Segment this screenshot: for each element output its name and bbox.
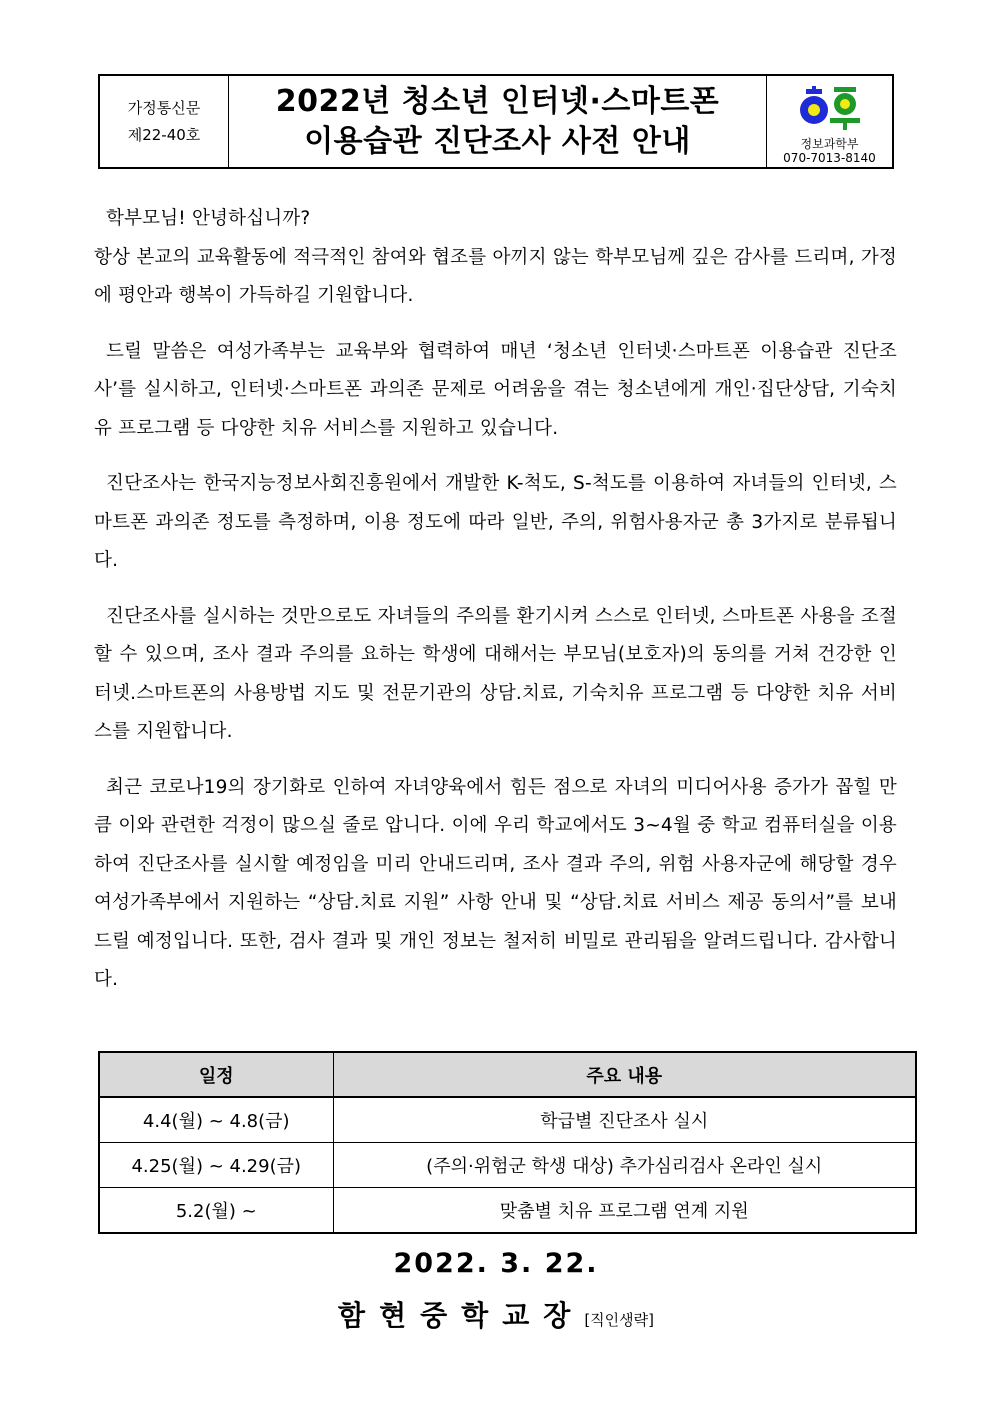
seal-note: [직인생략] [584,1311,654,1329]
schedule-content: 맞춤별 치유 프로그램 연계 지원 [333,1188,916,1234]
table-row [99,1188,916,1234]
dept-info [766,76,892,167]
header-box [98,74,894,169]
table-header-row [99,1052,916,1097]
paragraph-1: 항상 본교의 교육활동에 적극적인 참여와 협조를 아끼지 않는 학부모님께 깊은 감사를 드리며, 가정에 평안과 행복이 가득하길 기원합니다. [94,246,897,306]
title-line-1: 2022년 청소년 인터넷·스마트폰 [275,83,720,119]
greeting: 학부모님! 안녕하십니까? [106,208,311,229]
signature-line [0,1294,992,1334]
paragraph-5: 최근 코로나19의 장기화로 인하여 자녀양육에서 힘든 점으로 자녀의 미디어사용 증가가 꼽힐 만큼 이와 관련한 걱정이 많으실 줄로 압니다. 이에 우리 학교에서도 3~4월 중 학교 컴퓨터실을 이용하여 진단조사를 실시할 예정임을 미리 안내드리며, 조사 결과 주의, 위험 사용자군에 해당할 경우 여성가족부에서 지원하는 “상담.치료 지원” 사항 안내 및 “상담.치료 서비스 제공 동의서”를 보내드릴 예정입니다. 또한, 검사 결과 및 개인 정보는 철저히 비밀로 관리됨을 알려드립니다. 감사합니다. [94,776,897,990]
schedule-content: 학급별 진단조사 실시 [333,1097,916,1143]
school-logo-icon [798,85,862,131]
doc-info [100,76,229,167]
title-line-2: 이용습관 진단조사 사전 안내 [304,123,691,159]
table-row [99,1097,916,1143]
page-title [229,76,766,167]
schedule-date: 5.2(월) ~ [99,1188,333,1234]
letter-body [94,200,897,1017]
doc-number: 제22-40호 [127,125,201,144]
table-row [99,1143,916,1188]
signer-name: 함현중학교장 [338,1299,585,1332]
issue-date: 2022. 3. 22. [393,1248,599,1279]
dept-name: 정보과학부 [800,137,859,151]
schedule-date: 4.4(월) ~ 4.8(금) [99,1097,333,1143]
paragraph-4: 진단조사를 실시하는 것만으로도 자녀들의 주의를 환기시켜 스스로 인터넷, 스마트폰 사용을 조절할 수 있으며, 조사 결과 주의를 요하는 학생에 대해서는 부모님(보호자)의 동의를 거쳐 건강한 인터넷.스마트폰의 사용방법 지도 및 전문기관의 상담.치료, 기숙치유 프로그램 등 다양한 치유 서비스를 지원합니다. [94,605,897,742]
header-content: 주요 내용 [333,1052,916,1097]
schedule-date: 4.25(월) ~ 4.29(금) [99,1143,333,1188]
schedule-content: (주의·위험군 학생 대상) 추가심리검사 온라인 실시 [333,1143,916,1188]
doc-type: 가정통신문 [127,98,201,117]
header-schedule: 일정 [99,1052,333,1097]
paragraph-2: 드릴 말씀은 여성가족부는 교육부와 협력하여 매년 ‘청소년 인터넷·스마트폰 이용습관 진단조사’를 실시하고, 인터넷·스마트폰 과의존 문제로 어려움을 겪는 청소년에게 개인·집단상담, 기숙치유 프로그램 등 다양한 치유 서비스를 지원하고 있습니다. [94,340,897,439]
schedule-table [98,1051,917,1234]
dept-phone: 070-7013-8140 [783,151,876,165]
paragraph-3: 진단조사는 한국지능정보사회진흥원에서 개발한 K-척도, S-척도를 이용하여 자녀들의 인터넷, 스마트폰 과의존 정도를 측정하며, 이용 정도에 따라 일반, 주의, 위험사용자군 총 3가지로 분류됩니다. [94,473,897,571]
